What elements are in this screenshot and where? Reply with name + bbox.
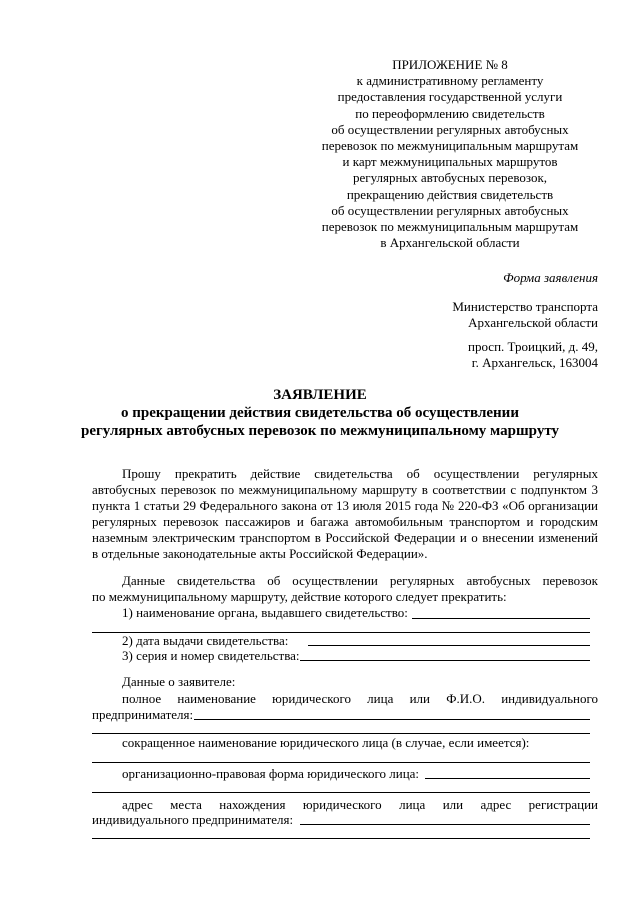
header-line: об осуществлении регулярных автобусных (331, 121, 569, 137)
full-name-field-continued[interactable] (92, 733, 590, 734)
certificate-intro-2: по межмуниципальному маршруту, действие которого следует прекратить: (92, 589, 507, 604)
address-label: адрес места нахождения юридического лица или адрес регистрации (122, 797, 598, 812)
address-field[interactable] (300, 824, 590, 825)
full-name-field[interactable] (194, 719, 590, 720)
address-field-continued[interactable] (92, 838, 590, 839)
serial-number-field[interactable] (300, 660, 590, 661)
addressee-org-line2: Архангельской области (468, 315, 598, 330)
header-line: перевозок по межмуниципальным маршрутам (321, 138, 579, 154)
short-name-label: сокращенное наименование юридического лица (в случае, если имеется): (122, 735, 530, 750)
addressee-org (452, 299, 598, 331)
request-line: автобусных перевозок по межмуниципальному маршруту в соответствии с подпунктом 3 (92, 482, 598, 497)
applicant-heading: Данные о заявителе: (122, 674, 236, 689)
issue-date-label: 2) дата выдачи свидетельства: (122, 633, 289, 648)
document-subtitle-2: регулярных автобусных перевозок по межмуниципальному маршруту (81, 423, 559, 439)
header-line: перевозок по межмуниципальным маршрутам (321, 219, 579, 235)
serial-number-label: 3) серия и номер свидетельства: (122, 648, 300, 663)
request-line-last: в отдельные законодательные акты Российской Федерации». (92, 546, 428, 561)
request-line: регулярных перевозок пассажиров и багажа автомобильным транспортом и городским (92, 514, 598, 529)
addressee-addr-line1: просп. Троицкий, д. 49, (468, 339, 598, 354)
header-line: в Архангельской области (380, 235, 520, 251)
issue-date-field[interactable] (308, 645, 590, 646)
header-line: регулярных автобусных перевозок, (352, 170, 548, 186)
header-line: и карт межмуниципальных маршрутов (342, 154, 558, 170)
full-name-label-2: предпринимателя: (92, 707, 194, 722)
issuer-label: 1) наименование органа, выдавшего свидетельство: (122, 605, 408, 620)
header-line: к административному регламенту (356, 73, 544, 89)
legal-form-label: организационно-правовая форма юридического лица: (122, 766, 420, 781)
addressee-org-line1: Министерство транспорта (452, 299, 598, 314)
legal-form-field-continued[interactable] (92, 792, 590, 793)
legal-form-field[interactable] (425, 778, 590, 779)
addressee-addr-line2: г. Архангельск, 163004 (471, 355, 598, 370)
appendix-header (300, 57, 600, 251)
header-line: об осуществлении регулярных автобусных (331, 202, 569, 218)
form-label: Форма заявления (503, 270, 598, 285)
document-title: ЗАЯВЛЕНИЕ (273, 387, 367, 403)
addressee-address (468, 339, 598, 371)
address-label-2: индивидуального предпринимателя: (92, 812, 294, 827)
certificate-intro: Данные свидетельства об осуществлении регулярных автобусных перевозок (122, 573, 598, 588)
header-line: ПРИЛОЖЕНИЕ № 8 (392, 57, 508, 72)
header-line: по переоформлению свидетельств (355, 105, 545, 121)
full-name-label: полное наименование юридического лица или Ф.И.О. индивидуального (122, 691, 598, 706)
header-line: предоставления государственной услуги (337, 89, 563, 105)
issuer-field[interactable] (412, 618, 590, 619)
request-line: Прошу прекратить действие свидетельства об осуществлении регулярных (122, 466, 598, 481)
request-line: наземным электрическим транспортом в Российской Федерации и о внесении изменений (92, 530, 598, 545)
short-name-field[interactable] (92, 762, 590, 763)
header-line: прекращению действия свидетельств (346, 186, 554, 202)
request-line: пункта 1 статьи 29 Федерального закона от 13 июля 2015 года № 220-ФЗ «Об организации (92, 498, 598, 513)
document-subtitle-1: о прекращении действия свидетельства об осуществлении (121, 405, 519, 421)
